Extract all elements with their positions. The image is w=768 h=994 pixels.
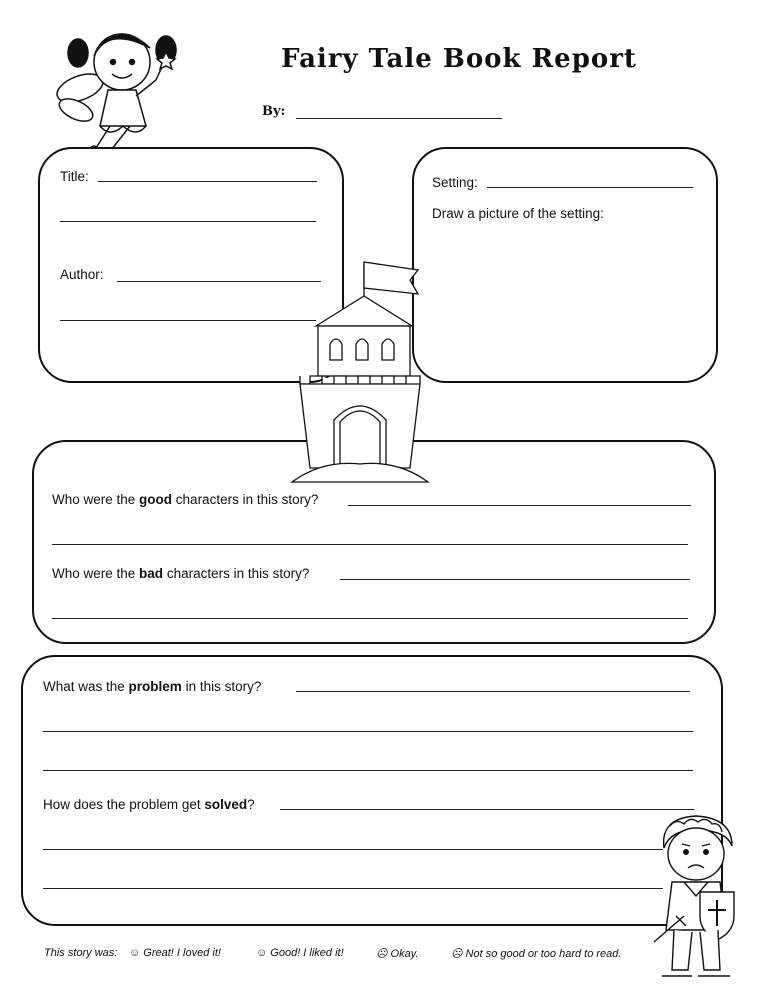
- solution-line-1[interactable]: [280, 809, 694, 810]
- fairy-girl-icon: [48, 18, 183, 158]
- page-title: Fairy Tale Book Report: [281, 44, 637, 74]
- solution-line-2[interactable]: [43, 849, 663, 850]
- problem-line-2[interactable]: [43, 731, 693, 732]
- bad-characters-line-1[interactable]: [340, 579, 690, 580]
- knight-boy-icon: [648, 812, 744, 980]
- rating-option-okay[interactable]: ☹ Okay.: [376, 948, 419, 960]
- problem-box: [21, 655, 723, 926]
- rating-option-not-so-good[interactable]: ☹ Not so good or too hard to read.: [451, 948, 622, 960]
- author-line-2[interactable]: [60, 320, 316, 321]
- problem-question: What was the problem in this story?: [43, 679, 262, 694]
- setting-label: Setting:: [432, 175, 478, 190]
- problem-line-1[interactable]: [296, 691, 690, 692]
- rating-option-good[interactable]: ☺ Good! I liked it!: [256, 947, 344, 959]
- title-line-2[interactable]: [60, 221, 316, 222]
- castle-icon: [292, 260, 428, 486]
- bad-characters-question: Who were the bad characters in this story?: [52, 566, 310, 581]
- solution-question: How does the problem get solved?: [43, 797, 255, 812]
- title-line-1[interactable]: [98, 181, 317, 182]
- draw-setting-prompt: Draw a picture of the setting:: [432, 206, 604, 221]
- setting-drawing-area[interactable]: [430, 228, 700, 368]
- name-line[interactable]: [296, 118, 502, 119]
- setting-line[interactable]: [487, 187, 693, 188]
- author-line-1[interactable]: [117, 281, 321, 282]
- solution-line-3[interactable]: [43, 888, 663, 889]
- author-label: Author:: [60, 267, 104, 282]
- by-label: By:: [262, 104, 286, 119]
- problem-line-3[interactable]: [43, 770, 693, 771]
- good-characters-line-1[interactable]: [348, 505, 691, 506]
- title-label: Title:: [60, 169, 89, 184]
- good-characters-question: Who were the good characters in this story?: [52, 492, 319, 507]
- rating-option-great[interactable]: ☺ Great! I loved it!: [129, 947, 221, 959]
- good-characters-line-2[interactable]: [52, 544, 688, 545]
- bad-characters-line-2[interactable]: [52, 618, 688, 619]
- rating-intro: This story was:: [44, 947, 118, 959]
